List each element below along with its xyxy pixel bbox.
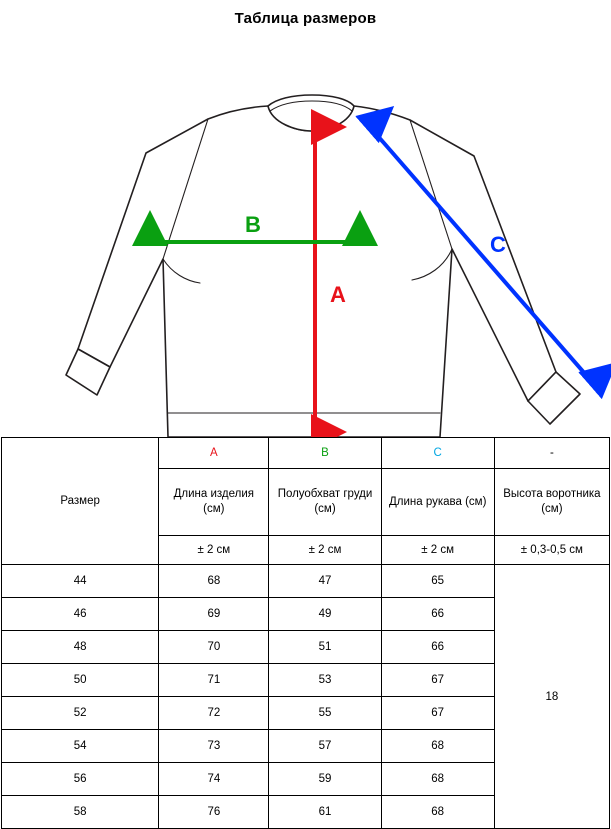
header-letter-c: C xyxy=(381,438,494,469)
cell-size: 56 xyxy=(2,763,159,796)
cell-length: 73 xyxy=(159,730,269,763)
cell-chest: 59 xyxy=(269,763,381,796)
cell-sleeve: 68 xyxy=(381,796,494,829)
table-row-letters xyxy=(2,438,610,469)
tolerance-length: ± 2 см xyxy=(159,536,269,565)
cell-chest: 49 xyxy=(269,598,381,631)
cell-chest: 53 xyxy=(269,664,381,697)
cell-length: 70 xyxy=(159,631,269,664)
cell-size: 46 xyxy=(2,598,159,631)
cell-chest: 51 xyxy=(269,631,381,664)
cell-sleeve: 67 xyxy=(381,697,494,730)
page-title: Таблица размеров xyxy=(234,10,377,27)
cell-size: 52 xyxy=(2,697,159,730)
header-letter-b: B xyxy=(269,438,381,469)
cell-sleeve: 66 xyxy=(381,631,494,664)
cell-sleeve: 65 xyxy=(381,565,494,598)
cell-length: 72 xyxy=(159,697,269,730)
sweatshirt-drawing xyxy=(0,27,611,437)
garment-outline xyxy=(66,95,580,437)
cell-length: 68 xyxy=(159,565,269,598)
cell-sleeve: 68 xyxy=(381,763,494,796)
garment-illustration xyxy=(0,27,611,437)
tolerance-collar: ± 0,3-0,5 см xyxy=(494,536,609,565)
label-c: C xyxy=(490,232,506,257)
cell-sleeve: 68 xyxy=(381,730,494,763)
cell-size: 44 xyxy=(2,565,159,598)
size-column-header: Размер xyxy=(2,438,159,565)
label-b: B xyxy=(245,212,261,237)
cell-length: 71 xyxy=(159,664,269,697)
cell-sleeve: 67 xyxy=(381,664,494,697)
cell-size: 54 xyxy=(2,730,159,763)
header-collar: Высота воротника (см) xyxy=(494,469,609,536)
cell-chest: 55 xyxy=(269,697,381,730)
cell-chest: 57 xyxy=(269,730,381,763)
cell-chest: 61 xyxy=(269,796,381,829)
header-chest: Полуобхват груди (см) xyxy=(269,469,381,536)
cell-length: 76 xyxy=(159,796,269,829)
header-letter-dash: - xyxy=(494,438,609,469)
cell-size: 48 xyxy=(2,631,159,664)
cell-size: 50 xyxy=(2,664,159,697)
header-sleeve: Длина рукава (см) xyxy=(381,469,494,536)
cell-collar-height: 18 xyxy=(494,565,609,829)
cell-length: 69 xyxy=(159,598,269,631)
cell-sleeve: 66 xyxy=(381,598,494,631)
header-length: Длина изделия (см) xyxy=(159,469,269,536)
tolerance-sleeve: ± 2 см xyxy=(381,536,494,565)
table-row xyxy=(2,565,610,598)
cell-chest: 47 xyxy=(269,565,381,598)
tolerance-chest: ± 2 см xyxy=(269,536,381,565)
label-a: A xyxy=(330,282,346,307)
header-letter-a: A xyxy=(159,438,269,469)
cell-length: 74 xyxy=(159,763,269,796)
size-table xyxy=(1,437,610,829)
cell-size: 58 xyxy=(2,796,159,829)
